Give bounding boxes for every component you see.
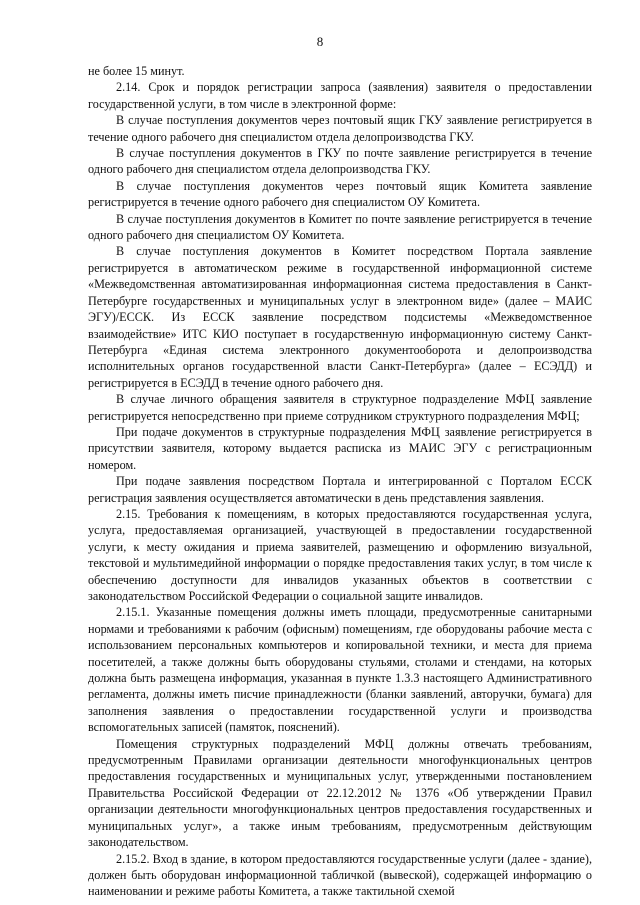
paragraph-mfc-premises: Помещения структурных подразделений МФЦ должны отвечать требованиям, предусмотренным Правилами организации деятельности многофункциональных центров предоставления государственных и муниципальных услуг, утвержденными постановлением Правительства Российской Федерации от 22.12.2012 № 1376 «Об утверждении Правил организации деятельности многофункциональных центров предоставления государственных и муниципальных услуг», а также иным требованиям, предусмотренным действующим законодательством.	[88, 736, 592, 850]
document-body	[88, 63, 592, 900]
paragraph-committee-mailbox: В случае поступления документов через почтовый ящик Комитета заявление регистрируется в течение одного рабочего дня специалистом ОУ Комитета.	[88, 178, 592, 210]
paragraph-mfc-personal: В случае личного обращения заявителя в структурное подразделение МФЦ заявление регистрируется непосредственно при приеме сотрудником структурного подразделения МФЦ;	[88, 392, 592, 423]
paragraph-gku-mailbox: В случае поступления документов через почтовый ящик ГКУ заявление регистрируется в течение одного рабочего дня специалистом отдела делопроизводства ГКУ.	[88, 113, 592, 144]
paragraph-committee-post: В случае поступления документов в Комитет по почте заявление регистрируется в течение одного рабочего дня специалистом ОУ Комитета.	[88, 211, 592, 243]
paragraph-gku-post: В случае поступления документов в ГКУ по почте заявление регистрируется в течение одного рабочего дня специалистом отдела делопроизводства ГКУ.	[88, 146, 592, 177]
page-number: 8	[316, 34, 324, 49]
paragraph-2-15-1: 2.15.1. Указанные помещения должны иметь площади, предусмотренные санитарными нормами и требованиями к рабочим (офисным) помещениям, где оборудованы рабочие места с использованием персональных компьютеров и копировальной техники, и места для приема посетителей, а также должны быть оборудованы стульями, столами и стендами, на которых должна быть размещена информация, указанная в пункте 1.3.3 настоящего Административного регламента, должны иметь писчие принадлежности (бланки заявлений, авторучки, бумага) для заполнения заявления о предоставлении государственной услуги и производства вспомогательных записей (памяток, пояснений).	[88, 605, 592, 735]
paragraph-2-14-heading: 2.14. Срок и порядок регистрации запроса (заявления) заявителя о предоставлении государственной услуги, в том числе в электронной форме:	[88, 80, 592, 111]
paragraph-2-15-2: 2.15.2. Вход в здание, в котором предоставляются государственные услуги (далее - здание), должен быть оборудован информационной табличкой (вывеской), содержащей информацию о наименовании и режиме работы Комитета, а также тактильной схемой	[88, 851, 592, 899]
paragraph-continuation: не более 15 минут.	[88, 64, 185, 78]
paragraph-2-15-heading: 2.15. Требования к помещениям, в которых предоставляются государственная услуга, услуга, предоставляемая организацией, участвующей в предоставлении государственной услуги, к месту ожидания и приема заявителей, размещению и оформлению визуальной, текстовой и мультимедийной информации о порядке предоставления таких услуг, в том числе к обеспечению доступности для инвалидов указанных объектов в соответствии с законодательством Российской Федерации о социальной защите инвалидов.	[88, 506, 592, 603]
paragraph-portal-essk: При подаче заявления посредством Портала и интегрированной с Порталом ЕССК регистрация заявления осуществляется автоматически в день представления заявления.	[88, 474, 592, 505]
paragraph-mfc-documents: При подаче документов в структурные подразделения МФЦ заявление регистрируется в присутствии заявителя, которому выдается расписка из МАИС ЭГУ с регистрационным номером.	[88, 424, 592, 472]
paragraph-portal: В случае поступления документов в Комитет посредством Портала заявление регистрируется в автоматическом режиме в государственной информационной системе «Межведомственная автоматизированная информационная система предоставления в Санкт-Петербурге государственных и муниципальных услуг в электронном виде» (далее – МАИС ЭГУ)/ЕССК. Из ЕССК заявление посредством подсистемы «Межведомственное взаимодействие» ИТС КИО поступает в государственную информационную систему Санкт-Петербурга «Единая система электронного документооборота и делопроизводства исполнительных органов государственной власти Санкт-Петербурга» (далее – ЕСЭДД) и регистрируется в ЕСЭДД в течение одного рабочего дня.	[88, 244, 592, 390]
